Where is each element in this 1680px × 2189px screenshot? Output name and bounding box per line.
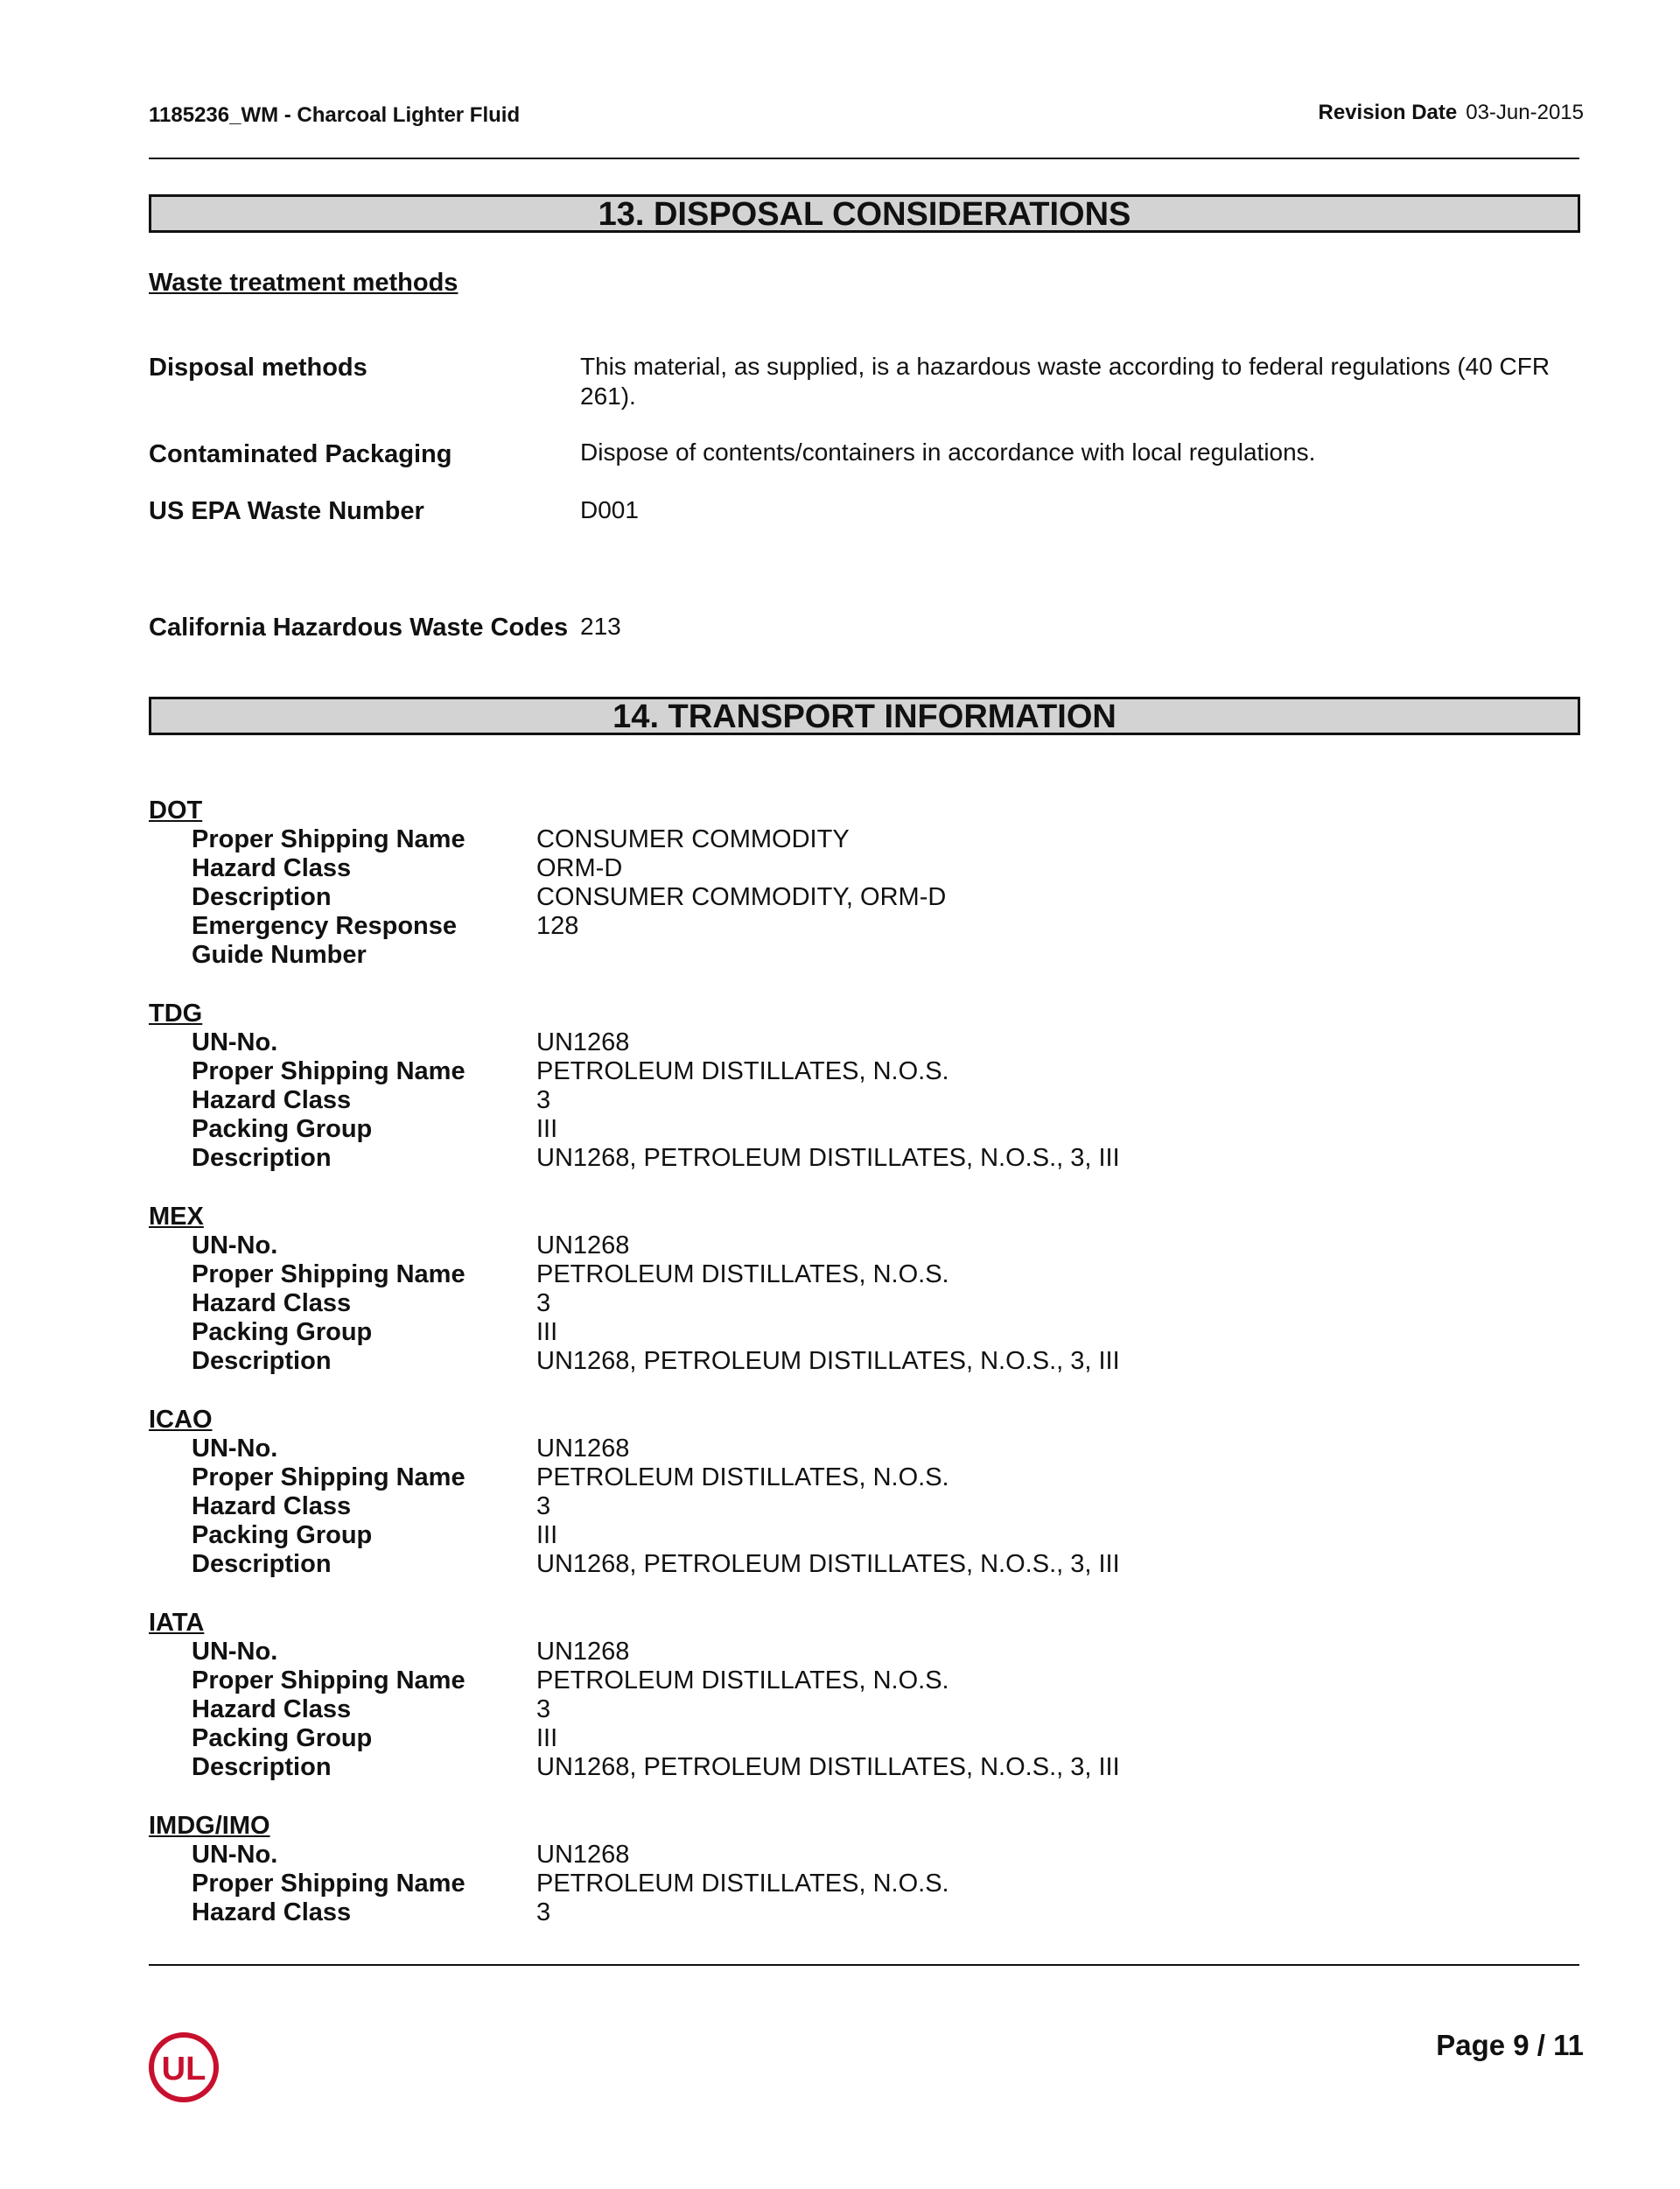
document-id: 1185236_WM - Charcoal Lighter Fluid: [149, 103, 521, 127]
row-value: 3: [536, 1492, 551, 1520]
mode-title-mex: MEX: [149, 1203, 204, 1231]
ul-logo-text: UL: [161, 2051, 206, 2087]
row-label: Hazard Class: [192, 1695, 352, 1723]
row-value: PETROLEUM DISTILLATES, N.O.S.: [536, 1666, 949, 1694]
revision-label: Revision Date: [1318, 101, 1458, 124]
row-value: UN1268, PETROLEUM DISTILLATES, N.O.S., 3, III: [536, 1144, 1120, 1172]
row-label: UN-No.: [192, 1028, 278, 1056]
california-waste-codes-value: 213: [580, 613, 621, 640]
row-label: UN-No.: [192, 1231, 278, 1259]
row-value: PETROLEUM DISTILLATES, N.O.S.: [536, 1260, 949, 1288]
row-label: Description: [192, 1144, 332, 1172]
transport-row: [149, 1028, 1543, 1057]
mode-title-imdg: IMDG/IMO: [149, 1812, 270, 1840]
row-label: Emergency Response Guide Number: [192, 912, 458, 969]
transport-row: [149, 1666, 1543, 1695]
row-value: CONSUMER COMMODITY: [536, 825, 850, 853]
transport-mode-mex: [149, 1203, 1543, 1376]
california-waste-codes-label: California Hazardous Waste Codes: [149, 614, 569, 642]
transport-row: [149, 825, 1543, 854]
row-value: 3: [536, 1289, 551, 1317]
contaminated-packaging-label: Contaminated Packaging: [149, 440, 452, 468]
row-value: III: [536, 1724, 558, 1752]
row-value: CONSUMER COMMODITY, ORM-D: [536, 883, 947, 911]
row-label: Hazard Class: [192, 1086, 352, 1114]
epa-waste-number-label: US EPA Waste Number: [149, 497, 424, 525]
transport-row: [149, 1695, 1543, 1724]
revision-info: [1319, 101, 1584, 125]
mode-title-dot: DOT: [149, 796, 203, 824]
row-label: Packing Group: [192, 1115, 373, 1143]
transport-mode-imdg: [149, 1812, 1543, 1927]
row-value: 3: [536, 1695, 551, 1723]
mode-title-iata: IATA: [149, 1609, 205, 1637]
row-label: Packing Group: [192, 1521, 373, 1549]
transport-row: [149, 1521, 1543, 1550]
transport-mode-iata: [149, 1609, 1543, 1782]
transport-mode-dot: [149, 796, 1543, 970]
transport-row: [149, 1898, 1543, 1927]
transport-row: [149, 1260, 1543, 1289]
transport-row: [149, 1492, 1543, 1521]
transport-mode-tdg: [149, 1000, 1543, 1173]
row-value: PETROLEUM DISTILLATES, N.O.S.: [536, 1870, 949, 1898]
row-label: Hazard Class: [192, 1898, 352, 1926]
row-label: UN-No.: [192, 1841, 278, 1869]
transport-row: [149, 1115, 1543, 1144]
row-label: Proper Shipping Name: [192, 825, 466, 853]
row-value: 128: [536, 912, 579, 940]
row-value: 3: [536, 1086, 551, 1114]
disposal-methods-value: This material, as supplied, is a hazardous waste according to federal regulations (40 CFR 261).: [580, 353, 1550, 410]
transport-mode-icao: [149, 1406, 1543, 1579]
row-value: UN1268, PETROLEUM DISTILLATES, N.O.S., 3, III: [536, 1753, 1120, 1781]
row-label: Description: [192, 883, 332, 911]
transport-row: [149, 1841, 1543, 1870]
row-label: Description: [192, 1753, 332, 1781]
footer-divider: [149, 1964, 1579, 1966]
row-label: UN-No.: [192, 1435, 278, 1463]
row-label: Hazard Class: [192, 854, 352, 882]
mode-title-icao: ICAO: [149, 1406, 213, 1434]
page-number: Page 9 / 11: [1436, 2029, 1584, 2061]
row-value: UN1268: [536, 1028, 630, 1056]
transport-row: [149, 1638, 1543, 1666]
row-label: Description: [192, 1550, 332, 1578]
row-label: Packing Group: [192, 1318, 373, 1346]
row-label: Description: [192, 1347, 332, 1375]
transport-row: [149, 1057, 1543, 1086]
transport-row: [149, 1144, 1543, 1173]
row-value: UN1268, PETROLEUM DISTILLATES, N.O.S., 3, III: [536, 1550, 1120, 1578]
row-value: UN1268, PETROLEUM DISTILLATES, N.O.S., 3, III: [536, 1347, 1120, 1375]
transport-row: [149, 1435, 1543, 1463]
transport-row: [149, 1550, 1543, 1579]
epa-waste-number-value: D001: [580, 496, 639, 523]
contaminated-packaging-value: Dispose of contents/containers in accordance with local regulations.: [580, 439, 1316, 466]
row-label: Packing Group: [192, 1724, 373, 1752]
row-value: UN1268: [536, 1435, 630, 1463]
section-13-title: 13. DISPOSAL CONSIDERATIONS: [149, 194, 1580, 233]
transport-row: [149, 854, 1543, 883]
row-value: PETROLEUM DISTILLATES, N.O.S.: [536, 1463, 949, 1491]
transport-row: [149, 912, 1543, 970]
row-label: Proper Shipping Name: [192, 1260, 466, 1288]
waste-treatment-heading: Waste treatment methods: [149, 269, 458, 297]
header-divider: [149, 158, 1579, 159]
row-label: Proper Shipping Name: [192, 1463, 466, 1491]
transport-row: [149, 1753, 1543, 1782]
row-value: UN1268: [536, 1841, 630, 1869]
transport-row: [149, 1231, 1543, 1260]
transport-row: [149, 1347, 1543, 1376]
row-value: ORM-D: [536, 854, 623, 882]
row-label: Proper Shipping Name: [192, 1057, 466, 1085]
section-14-title: 14. TRANSPORT INFORMATION: [149, 697, 1580, 735]
row-value: PETROLEUM DISTILLATES, N.O.S.: [536, 1057, 949, 1085]
row-value: III: [536, 1115, 558, 1143]
row-value: III: [536, 1521, 558, 1549]
disposal-methods-label: Disposal methods: [149, 354, 368, 382]
transport-row: [149, 1724, 1543, 1753]
transport-row: [149, 1870, 1543, 1898]
mode-title-tdg: TDG: [149, 1000, 203, 1028]
ul-logo-icon: [147, 2031, 220, 2104]
row-label: Hazard Class: [192, 1289, 352, 1317]
transport-row: [149, 1086, 1543, 1115]
row-label: Proper Shipping Name: [192, 1870, 466, 1898]
row-value: UN1268: [536, 1231, 630, 1259]
row-label: Proper Shipping Name: [192, 1666, 466, 1694]
transport-row: [149, 1318, 1543, 1347]
transport-row: [149, 1463, 1543, 1492]
transport-row: [149, 1289, 1543, 1318]
row-label: Hazard Class: [192, 1492, 352, 1520]
row-label: UN-No.: [192, 1638, 278, 1666]
transport-row: [149, 883, 1543, 912]
revision-date: 03-Jun-2015: [1466, 101, 1584, 124]
row-value: III: [536, 1318, 558, 1346]
row-value: UN1268: [536, 1638, 630, 1666]
row-value: 3: [536, 1898, 551, 1926]
